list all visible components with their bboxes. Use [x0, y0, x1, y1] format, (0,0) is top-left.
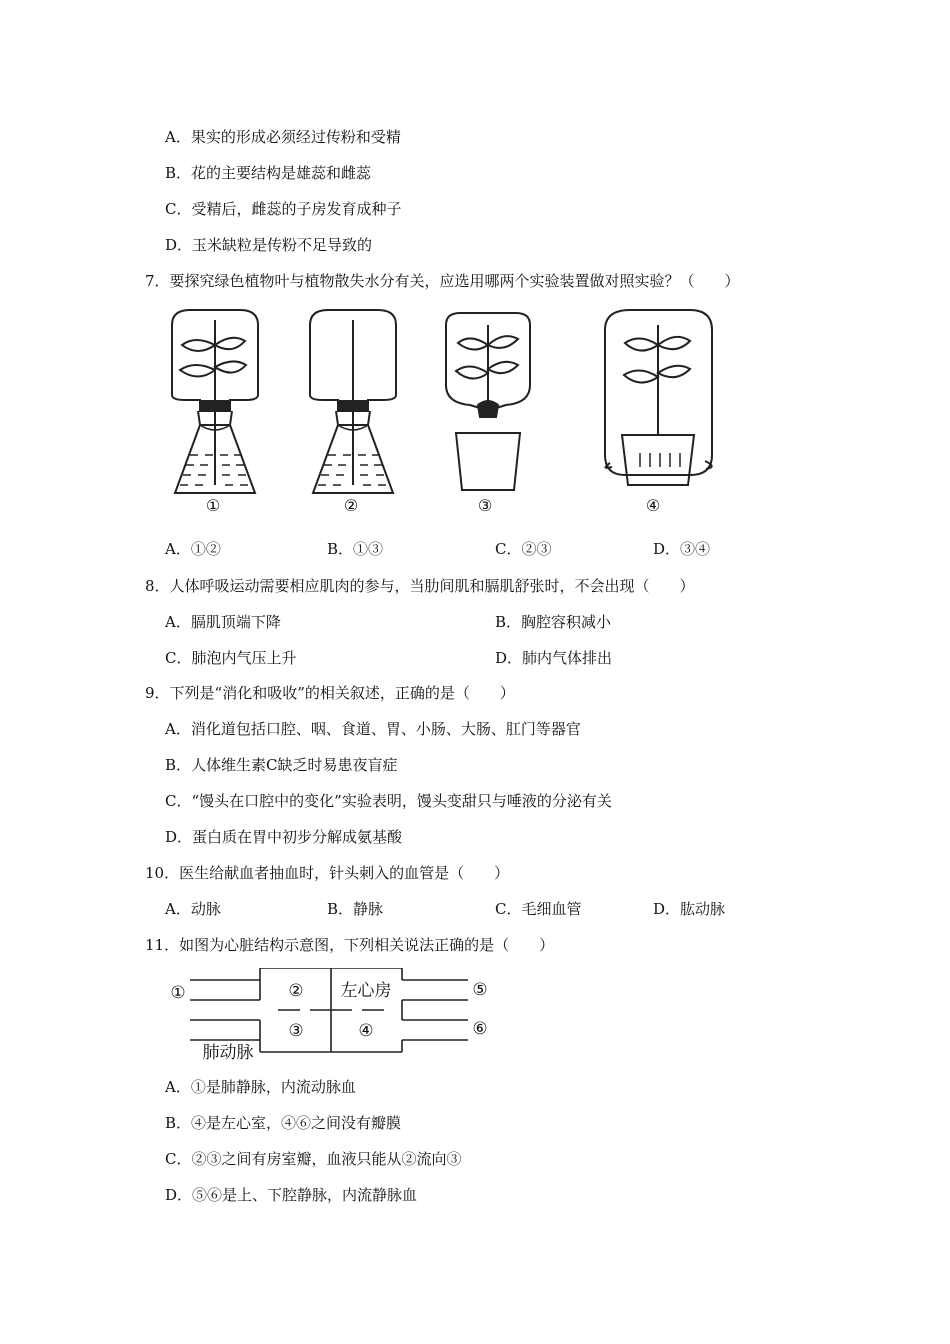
q11-stem: 11．如图为心脏结构示意图，下列相关说法正确的是（ ） [145, 936, 555, 954]
q6-option-d: D．玉米缺粒是传粉不足导致的 [165, 236, 373, 254]
left-atrium-label: 左心房 [340, 981, 392, 1001]
apparatus-4 [605, 310, 712, 485]
q7-option-c: C．②③ [495, 540, 552, 558]
apparatus-2 [310, 310, 396, 493]
q6-option-a: A．果实的形成必须经过传粉和受精 [165, 128, 401, 146]
heart-label-2: ② [288, 981, 304, 1001]
q9-option-d: D．蛋白质在胃中初步分解成氨基酸 [165, 828, 403, 846]
figure-label-3: ③ [477, 496, 493, 515]
apparatus-1 [172, 310, 258, 493]
q10-option-d: D．肱动脉 [653, 900, 726, 918]
q6-option-b: B．花的主要结构是雄蕊和雌蕊 [165, 164, 372, 182]
q11-option-b: B．④是左心室，④⑥之间没有瓣膜 [165, 1114, 402, 1132]
figure-label-2: ② [343, 496, 359, 515]
q9-option-c: C．“馒头在口腔中的变化”实验表明，馒头变甜只与唾液的分泌有关 [165, 792, 612, 810]
q11-option-d: D．⑤⑥是上、下腔静脉，内流静脉血 [165, 1186, 418, 1204]
q11-heart-diagram [160, 968, 500, 1063]
q9-stem: 9．下列是“消化和吸收”的相关叙述，正确的是（ ） [145, 684, 515, 702]
q6-option-c: C．受精后，雌蕊的子房发育成种子 [165, 200, 402, 218]
q7-stem: 7．要探究绿色植物叶与植物散失水分有关，应选用哪两个实验装置做对照实验？（ ） [145, 272, 740, 290]
q7-option-d: D．③④ [653, 540, 711, 558]
q10-option-b: B．静脉 [327, 900, 384, 918]
q9-option-b: B．人体维生素C缺乏时易患夜盲症 [165, 756, 398, 774]
figure-label-4: ④ [645, 496, 661, 515]
q11-option-a: A．①是肺静脉，内流动脉血 [165, 1078, 356, 1096]
q8-option-d: D．肺内气体排出 [495, 649, 613, 667]
heart-label-3: ③ [288, 1021, 304, 1041]
q7-figure [150, 305, 730, 520]
apparatus-3 [446, 313, 530, 490]
heart-label-5: ⑤ [472, 980, 488, 1000]
q7-option-b: B．①③ [327, 540, 384, 558]
heart-label-4: ④ [358, 1021, 374, 1041]
q10-option-a: A．动脉 [165, 900, 221, 918]
q11-option-c: C．②③之间有房室瓣，血液只能从②流向③ [165, 1150, 462, 1168]
q10-option-c: C．毛细血管 [495, 900, 582, 918]
q8-option-c: C．肺泡内气压上升 [165, 649, 297, 667]
q8-option-a: A．膈肌顶端下降 [165, 613, 281, 631]
q8-option-b: B．胸腔容积减小 [495, 613, 612, 631]
q8-stem: 8．人体呼吸运动需要相应肌肉的参与，当肋间肌和膈肌舒张时，不会出现（ ） [145, 577, 695, 595]
q9-option-a: A．消化道包括口腔、咽、食道、胃、小肠、大肠、肛门等器官 [165, 720, 581, 738]
heart-label-6: ⑥ [472, 1019, 488, 1039]
q10-stem: 10．医生给献血者抽血时，针头刺入的血管是（ ） [145, 864, 510, 882]
heart-label-1: ① [170, 983, 186, 1003]
figure-label-1: ① [205, 496, 221, 515]
pulmonary-artery-label: 肺动脉 [202, 1043, 254, 1063]
q7-option-a: A．①② [165, 540, 221, 558]
